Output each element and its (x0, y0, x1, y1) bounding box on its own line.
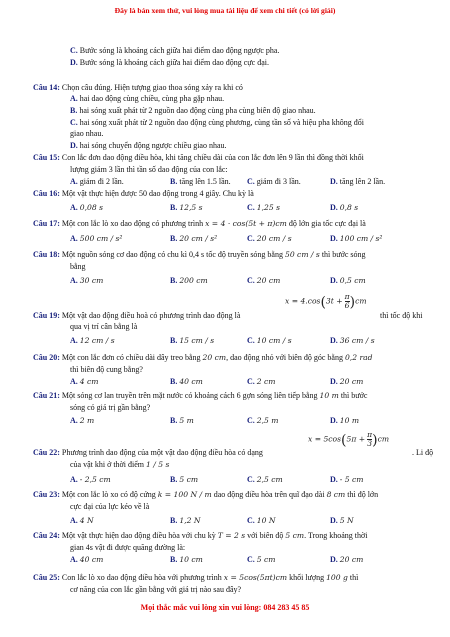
option-letter: B. (170, 416, 178, 425)
option-letter: B. (170, 234, 178, 243)
question-label: Câu 16: (33, 189, 60, 198)
question-text: Con lắc đơn dao động điều hòa, khi tăng chiều dài của con lắc đơn lên 9 lần thì đồng thời khối (61, 153, 364, 162)
equation: 1 / 5 s (146, 460, 170, 469)
option-text: 2 m (79, 416, 95, 425)
question-label: Câu 24: (33, 531, 60, 540)
option-letter: C. (247, 416, 255, 425)
question-text-cont: thì bước sóng (321, 250, 366, 259)
question-label: Câu 22: (33, 448, 60, 457)
question-text-cont: độ lớn gia tốc cực đại là (288, 219, 366, 228)
q15-stem (33, 153, 364, 162)
q14-stem (33, 83, 243, 92)
option-text: 5 cm (256, 555, 276, 564)
question-text: Phương trình dao động của một vật dao động điều hòa có dạng (61, 448, 263, 457)
option-letter: C. (247, 336, 255, 345)
q15-option-d (330, 177, 385, 186)
q23-option-a (70, 516, 94, 525)
option-text: hai dao động cùng chiều, cùng pha gặp nhau. (79, 94, 225, 103)
option-text: Bước sóng là khoảng cách giữa hai điểm dao động ngược pha. (79, 46, 280, 55)
q17-option-c (247, 234, 292, 243)
q16-option-d (330, 203, 358, 212)
q18-stem (33, 250, 366, 259)
q24-option-d (330, 555, 363, 564)
question-text: Một nguồn sóng cơ dao động có chu kì 0,4 s tốc độ truyền sóng bằng (61, 250, 283, 259)
q23-option-b (170, 516, 200, 525)
contact-footer: Mọi thắc mắc vui lòng xin vui lòng: 084 283 45 85 (140, 603, 310, 612)
option-letter: B. (170, 276, 178, 285)
q21-option-c (247, 416, 278, 425)
question-text: Một vật thực hiện được 50 dao động trong 4 giây. Chu kỳ là (61, 189, 254, 198)
option-letter: D. (330, 177, 338, 186)
option-letter: B. (170, 377, 178, 386)
question-label: Câu 25: (33, 573, 60, 582)
q24-stem (33, 531, 367, 540)
option-text: 10 m (339, 416, 360, 425)
option-text: 500 cm / s² (79, 234, 123, 243)
option-letter: B. (170, 177, 178, 186)
fraction-denominator: 3 (367, 439, 373, 448)
option-letter: D. (330, 234, 338, 243)
option-letter: B. (170, 555, 178, 564)
option-text: 40 cm (79, 555, 104, 564)
option-letter: C. (70, 118, 78, 127)
option-letter: D. (330, 416, 338, 425)
option-text: 36 cm / s (339, 336, 375, 345)
q24-option-a (70, 555, 103, 564)
option-text: 20 cm (256, 276, 281, 285)
option-text: - 5 cm (339, 475, 364, 484)
option-text: 200 cm (179, 276, 208, 285)
question-text: Một vật thực hiện dao động điều hòa với chu kỳ (61, 531, 216, 540)
option-text: 1,25 s (256, 203, 281, 212)
q19-stem (33, 311, 240, 320)
option-letter: C. (247, 475, 255, 484)
question-text: Chọn câu đúng. Hiện tượng giao thoa sóng xảy ra khi có (61, 83, 243, 92)
equation-period: T = 2 s (217, 531, 246, 540)
option-text: 20 cm / s (256, 234, 292, 243)
q24-stem-cont: gian 4s vật đi được quãng đường là: (70, 543, 186, 552)
option-letter: D. (70, 141, 78, 150)
q21-option-d (330, 416, 359, 425)
question-text: Một sóng cơ lan truyền trên mặt nước có khoảng cách 6 gợn sóng liên tiếp bằng (61, 391, 318, 400)
equation: 20 cm (202, 353, 227, 362)
option-text: 100 cm / s² (339, 234, 383, 243)
option-text: 20 cm / s² (179, 234, 218, 243)
question-label: Câu 17: (33, 219, 60, 228)
paren-close: ) (349, 294, 356, 311)
question-text: Một con lắc lò xo có độ cứng (61, 490, 156, 499)
option-letter: D. (330, 555, 338, 564)
option-letter: C. (247, 516, 255, 525)
option-text: 1,2 N (179, 516, 201, 525)
q22-option-d (330, 475, 363, 484)
option-letter: A. (70, 516, 78, 525)
question-text: Con lắc lò xo dao động điều hòa với phương trình (61, 573, 222, 582)
q17-option-b (170, 234, 217, 243)
q15-option-b (170, 177, 231, 186)
option-text: hai sóng chuyển động ngược chiều giao nhau. (79, 141, 227, 150)
option-text: 20 cm (339, 555, 364, 564)
question-text-end: thì (349, 573, 359, 582)
option-letter: C. (247, 555, 255, 564)
q18-option-a (70, 276, 103, 285)
question-text-cont: thì bước (340, 391, 368, 400)
option-letter: B. (70, 106, 78, 115)
q15-stem-cont: lượng giảm 3 lần thì tần số dao động của con lắc: (70, 165, 228, 174)
option-letter: C. (70, 46, 78, 55)
q20-option-d (330, 377, 363, 386)
fraction-denominator: 6 (344, 301, 350, 310)
option-text: hai sóng xuất phát từ 2 nguồn dao động cùng pha cùng biên độ giao nhau. (79, 106, 316, 115)
equation-mass: 100 g (326, 573, 348, 582)
option-text: 2,5 cm (256, 475, 283, 484)
option-letter: A. (70, 377, 78, 386)
option-letter: C. (247, 177, 255, 186)
q20-stem (33, 353, 372, 362)
option-text: 5 N (339, 516, 354, 525)
option-text: 2,5 m (256, 416, 279, 425)
option-text: tăng lên 1.5 lần. (179, 177, 231, 186)
paren-close: ) (372, 432, 378, 449)
equation-unit: cm (377, 434, 390, 444)
question-text: Một con lắc lò xo dao động có phương trình (61, 219, 204, 228)
question-label: Câu 18: (33, 250, 60, 259)
q14-option-c-cont: giao nhau. (70, 129, 104, 138)
option-text: 10 N (256, 516, 276, 525)
option-text: 10 cm (179, 555, 203, 564)
question-label: Câu 14: (33, 83, 60, 92)
option-letter: A. (70, 475, 78, 484)
q17-option-a (70, 234, 122, 243)
q22-option-b (170, 475, 198, 484)
q13-option-d (70, 58, 269, 67)
question-text: của vật khi ở thời điểm (70, 460, 144, 469)
question-text: Một vật dao động điều hoà có phương trình dao động là (61, 311, 241, 320)
q19-option-c (247, 336, 292, 345)
option-letter: A. (70, 336, 78, 345)
q15-option-a (70, 177, 124, 186)
equation-arg: 3t + (325, 296, 343, 306)
preview-banner: Đây là bản xem thử, vui lòng mua tài liệu để xem chi tiết (có lời giải) (114, 6, 336, 15)
q24-option-b (170, 555, 203, 564)
option-text: 5 cm (179, 475, 199, 484)
equation: 50 cm / s (284, 250, 320, 259)
q21-option-a (70, 416, 94, 425)
option-text: 12 cm / s (79, 336, 115, 345)
option-text: - 2,5 cm (79, 475, 111, 484)
equation: 10 m (319, 391, 339, 400)
option-letter: D. (330, 516, 338, 525)
equation: x = 4.cos (285, 296, 321, 306)
option-letter: A. (70, 234, 78, 243)
q21-option-b (170, 416, 194, 425)
equation-amplitude: 8 cm (326, 490, 346, 499)
question-label: Câu 15: (33, 153, 60, 162)
q17-option-d (330, 234, 382, 243)
question-text-end: . Trong khoảng thời (304, 531, 368, 540)
equation: x = 4 · cos(5t + π)cm (205, 219, 287, 228)
option-text: 0,08 s (79, 203, 104, 212)
option-letter: C. (247, 203, 255, 212)
q16-option-b (170, 203, 203, 212)
option-letter: D. (330, 377, 338, 386)
option-letter: D. (330, 336, 338, 345)
option-text: giảm đi 2 lần. (79, 177, 124, 186)
question-label: Câu 21: (33, 391, 60, 400)
q15-option-c (247, 177, 301, 186)
fraction-numerator: π (367, 430, 373, 439)
option-text: 40 cm (179, 377, 203, 386)
option-text: 20 cm (339, 377, 364, 386)
q19-option-a (70, 336, 115, 345)
equation: x = 5cos(5πt)cm (223, 573, 288, 582)
option-text: tăng lên 2 lần. (339, 177, 386, 186)
option-text: 15 cm / s (179, 336, 215, 345)
equation-arg: 5π + (346, 434, 366, 444)
q20-option-a (70, 377, 98, 386)
equation: k = 100 N / m (157, 490, 212, 499)
option-text: 0,8 s (339, 203, 359, 212)
q18-option-c (247, 276, 280, 285)
question-text: Một con lắc đơn có chiều dài dây treo bằng (61, 353, 201, 362)
equation-angle: 0,2 rad (344, 353, 373, 362)
q17-stem (33, 219, 366, 228)
equation-unit: cm (355, 296, 367, 306)
option-letter: D. (330, 475, 338, 484)
q20-stem-cont: thì biên độ cung bằng? (70, 365, 143, 374)
q18-stem-cont: bằng (70, 262, 86, 271)
q19-stem-post: thì tốc độ khi (380, 311, 423, 320)
option-text: 4 N (79, 516, 94, 525)
q22-equation (308, 431, 389, 448)
q16-option-c (247, 203, 280, 212)
q20-option-b (170, 377, 203, 386)
option-text: 5 m (179, 416, 194, 425)
q23-stem-cont: cực đại của lực kéo về là (70, 502, 150, 511)
q19-stem-cont: qua vị trí cân bằng là (70, 322, 138, 331)
option-text: 10 cm / s (256, 336, 292, 345)
question-label: Câu 19: (33, 311, 60, 320)
option-letter: B. (170, 203, 178, 212)
option-letter: A. (70, 276, 78, 285)
option-letter: D. (330, 203, 338, 212)
option-text: 4 cm (79, 377, 99, 386)
q22-stem-post: . Li độ (412, 448, 434, 457)
option-letter: D. (70, 58, 78, 67)
q22-option-a (70, 475, 111, 484)
option-letter: A. (70, 416, 78, 425)
q25-stem (33, 573, 358, 582)
question-text-cont: dao động điều hòa trên quĩ đạo dài (213, 490, 325, 499)
option-letter: B. (170, 516, 178, 525)
fraction-numerator: π (344, 292, 350, 301)
q19-equation (285, 293, 367, 310)
question-label: Câu 20: (33, 353, 60, 362)
q21-stem (33, 391, 367, 400)
q14-option-c (70, 118, 364, 127)
question-text-end: thì độ lớn (347, 490, 379, 499)
q14-option-a (70, 94, 224, 103)
option-letter: B. (170, 336, 178, 345)
option-letter: A. (70, 94, 78, 103)
option-letter: A. (70, 203, 78, 212)
question-text-cont: khối lượng (289, 573, 325, 582)
q21-stem-cont: sóng có giá trị gần bằng? (70, 403, 151, 412)
question-label: Câu 23: (33, 490, 60, 499)
option-text: 30 cm (79, 276, 104, 285)
q16-option-a (70, 203, 103, 212)
option-letter: C. (247, 276, 255, 285)
q24-option-c (247, 555, 275, 564)
option-text: giảm đi 3 lần. (256, 177, 301, 186)
question-text-cont: , dao động nhỏ với biên độ góc bằng (226, 353, 343, 362)
option-text: 0,5 cm (339, 276, 366, 285)
q18-option-b (170, 276, 208, 285)
q23-option-d (330, 516, 354, 525)
q22-stem-cont (70, 460, 169, 469)
option-letter: C. (247, 377, 255, 386)
q16-stem (33, 189, 254, 198)
option-letter: C. (247, 234, 255, 243)
q23-option-c (247, 516, 276, 525)
option-text: hai sóng xuất phát từ 2 nguồn dao động cùng phương, cùng tần số và hiệu pha không đổi (79, 118, 364, 127)
q19-option-d (330, 336, 375, 345)
option-text: 12,5 s (179, 203, 203, 212)
q13-option-c (70, 46, 279, 55)
q25-stem-cont: cơ năng của con lắc gần bằng với giá trị nào sau đây? (70, 585, 242, 594)
paren-open: ( (341, 432, 347, 449)
paren-open: ( (320, 294, 326, 311)
q23-stem (33, 490, 378, 499)
q18-option-d (330, 276, 366, 285)
q14-option-b (70, 106, 316, 115)
q22-stem (33, 448, 263, 457)
option-letter: D. (330, 276, 338, 285)
q22-option-c (247, 475, 283, 484)
q14-option-d (70, 141, 227, 150)
equation-amplitude: 5 cm (285, 531, 305, 540)
option-letter: A. (70, 555, 78, 564)
option-text: Bước sóng là khoảng cách giữa hai điểm dao động cực đại. (79, 58, 269, 67)
question-text-cont: với biên độ (247, 531, 284, 540)
option-letter: B. (170, 475, 178, 484)
equation: x = 5cos (308, 434, 342, 444)
option-letter: A. (70, 177, 78, 186)
q19-option-b (170, 336, 214, 345)
option-text: 2 cm (256, 377, 276, 386)
q20-option-c (247, 377, 275, 386)
